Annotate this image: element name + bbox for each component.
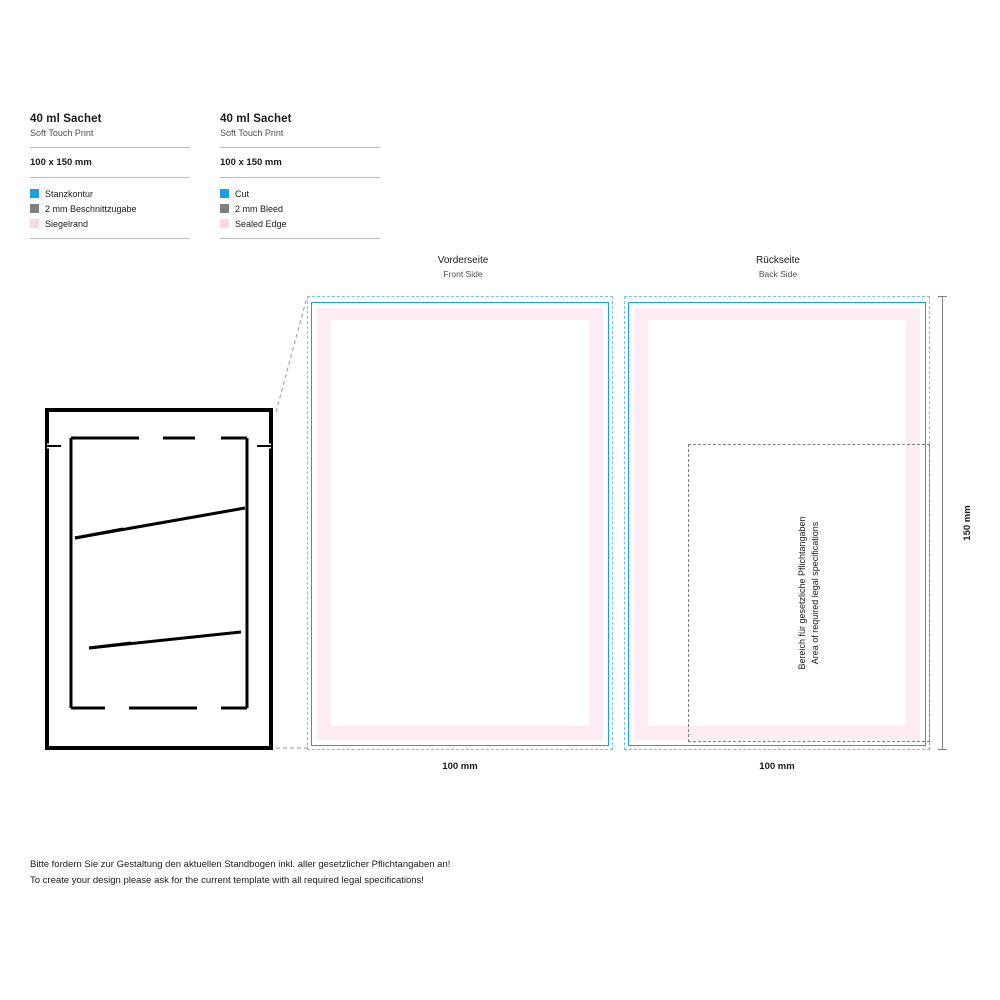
front-panel-heading [333,254,593,280]
back-panel [624,296,930,750]
legend-english-divider-1 [220,147,380,148]
height-dimension [942,296,972,750]
legend-item [30,202,190,215]
legend-german-size: 100 x 150 mm [30,157,92,168]
legend-item [220,202,380,215]
back-panel-heading-de: Rückseite [756,255,800,266]
swatch-cut-icon [220,189,229,198]
legend-item-label: Stanzkontur [45,188,94,199]
footer-note [30,857,730,889]
front-panel-heading-en: Front Side [443,269,483,279]
height-dimension-tick-bottom [938,749,947,750]
legend-english-items [220,187,380,230]
front-panel-heading-de: Vorderseite [437,255,489,266]
height-dimension-tick-top [938,296,947,297]
legend-item-label: 2 mm Bleed [235,203,284,214]
legend-english-subtitle: Soft Touch Print [220,128,284,138]
swatch-bleed-icon [30,204,39,213]
legal-specifications-label-en: Area of required legal specifications [810,521,820,665]
swatch-cut-icon [30,189,39,198]
footer-note-de: Bitte fordern Sie zur Gestaltung den aktuellen Standbogen inkl. aller gesetzlicher Pflichtangaben an! [30,859,451,870]
legend-item-label: 2 mm Beschnittzugabe [45,203,137,214]
back-panel-heading-en: Back Side [758,269,798,279]
front-panel-print-area [331,320,589,726]
legend-german-divider-2 [30,177,190,178]
legend-german-divider-3 [30,238,190,239]
legend-item-label: Cut [235,188,250,199]
swatch-seal-icon [220,219,229,228]
height-dimension-line [942,296,943,750]
legal-specifications-area [688,444,930,742]
legend-item-label: Siegelrand [45,218,89,229]
legend-english-title: 40 ml Sachet [220,113,292,125]
legal-specifications-label-de: Bereich für gesetzliche Pflichtangaben [797,516,807,670]
legend-german [30,112,190,239]
legend-item [30,217,190,230]
legend-german-items [30,187,190,230]
front-panel [307,296,613,750]
back-panel-width-label: 100 mm [759,761,795,772]
legend-german-divider-1 [30,147,190,148]
back-panel-print-area [648,320,906,726]
legend-item [220,187,380,200]
height-dimension-label: 150 mm [962,505,974,541]
legend-item-label: Sealed Edge [235,218,287,229]
legend-german-subtitle: Soft Touch Print [30,128,94,138]
legend-english-divider-2 [220,177,380,178]
sachet-outline-illustration [45,408,273,750]
legend-german-title: 40 ml Sachet [30,113,102,125]
legend-item [220,217,380,230]
legend-item [30,187,190,200]
legend-english-size: 100 x 150 mm [220,157,282,168]
swatch-bleed-icon [220,204,229,213]
legal-specifications-label [796,516,822,669]
legend-english-divider-3 [220,238,380,239]
back-panel-heading [648,254,908,280]
swatch-seal-icon [30,219,39,228]
front-panel-width-label: 100 mm [442,761,478,772]
footer-note-en: To create your design please ask for the current template with all required legal specifications! [30,875,424,886]
legend-english [220,112,380,239]
